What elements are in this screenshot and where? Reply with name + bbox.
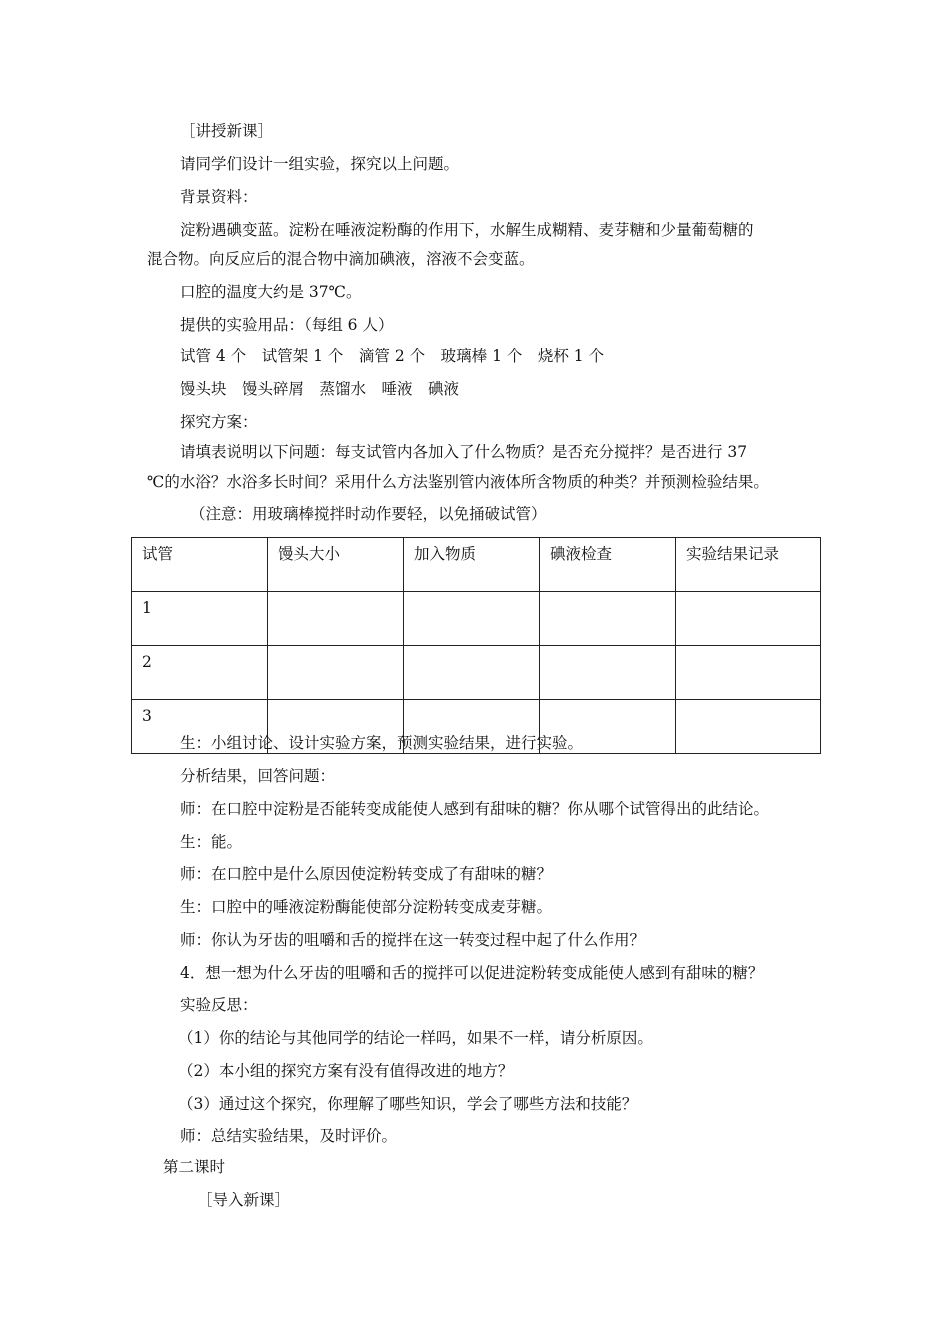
table-cell: 2	[132, 646, 268, 700]
paragraph: 请填表说明以下问题：每支试管内各加入了什么物质？是否充分搅拌？是否进行 37	[180, 443, 748, 461]
paragraph: 口腔的温度大约是 37℃。	[180, 283, 362, 301]
table-header-cell: 馒头大小	[268, 538, 404, 592]
paragraph: 师：总结实验结果，及时评价。	[180, 1127, 398, 1145]
table-header-cell: 试管	[132, 538, 268, 592]
paragraph: 提供的实验用品：（每组 6 人）	[180, 316, 394, 334]
experiment-table	[131, 537, 821, 754]
note: （注意：用玻璃棒搅拌时动作要轻，以免捅破试管）	[190, 505, 547, 523]
paragraph: 实验反思：	[180, 996, 258, 1014]
table-header-cell: 加入物质	[404, 538, 540, 592]
paragraph: 生：小组讨论、设计实验方案，预测实验结果，进行实验。	[180, 734, 584, 752]
paragraph: 师：在口腔中淀粉是否能转变成能使人感到有甜味的糖？你从哪个试管得出的此结论。	[180, 800, 770, 818]
table-cell	[676, 700, 821, 754]
paragraph: ℃的水浴？水浴多长时间？采用什么方法鉴别管内液体所含物质的种类？并预测检验结果。	[147, 473, 769, 491]
list-item: （3）通过这个探究，你理解了哪些知识，学会了哪些方法和技能？	[178, 1095, 638, 1113]
table-header-cell: 碘液检查	[540, 538, 676, 592]
table-cell	[404, 646, 540, 700]
list-item: （1）你的结论与其他同学的结论一样吗，如果不一样，请分析原因。	[178, 1029, 653, 1047]
table-cell	[540, 646, 676, 700]
table-cell	[676, 592, 821, 646]
paragraph: 淀粉遇碘变蓝。淀粉在唾液淀粉酶的作用下，水解生成糊精、麦芽糖和少量葡萄糖的	[180, 221, 754, 239]
paragraph: 请同学们设计一组实验，探究以上问题。	[180, 155, 460, 173]
table-header-row	[132, 538, 821, 592]
table-cell: 3	[132, 700, 268, 754]
table-header-cell: 实验结果记录	[676, 538, 821, 592]
table-cell: 1	[132, 592, 268, 646]
list-item: （2）本小组的探究方案有没有值得改进的地方？	[178, 1062, 514, 1080]
paragraph: 师：在口腔中是什么原因使淀粉转变成了有甜味的糖？	[180, 865, 553, 883]
paragraph: 馒头块 馒头碎屑 蒸馏水 唾液 碘液	[180, 380, 460, 398]
section-heading-intro: ［导入新课］	[197, 1191, 291, 1209]
table-cell	[404, 592, 540, 646]
paragraph: 背景资料：	[180, 188, 258, 206]
table-cell	[268, 646, 404, 700]
paragraph: 分析结果，回答问题：	[180, 767, 336, 785]
paragraph: 生：口腔中的唾液淀粉酶能使部分淀粉转变成麦芽糖。	[180, 898, 553, 916]
lesson-heading: 第二课时	[163, 1158, 226, 1176]
table-row	[132, 646, 821, 700]
table-row	[132, 592, 821, 646]
section-heading-new-lesson: ［讲授新课］	[180, 122, 274, 140]
paragraph: 4．想一想为什么牙齿的咀嚼和舌的搅拌可以促进淀粉转变成能使人感到有甜味的糖？	[180, 964, 764, 982]
paragraph: 生：能。	[180, 833, 243, 851]
table-cell	[676, 646, 821, 700]
paragraph: 师：你认为牙齿的咀嚼和舌的搅拌在这一转变过程中起了什么作用？	[180, 931, 646, 949]
table-cell	[268, 592, 404, 646]
paragraph: 试管 4 个 试管架 1 个 滴管 2 个 玻璃棒 1 个 烧杯 1 个	[180, 347, 605, 365]
table-cell	[540, 592, 676, 646]
paragraph: 混合物。向反应后的混合物中滴加碘液，溶液不会变蓝。	[147, 250, 535, 268]
paragraph: 探究方案：	[180, 413, 258, 431]
